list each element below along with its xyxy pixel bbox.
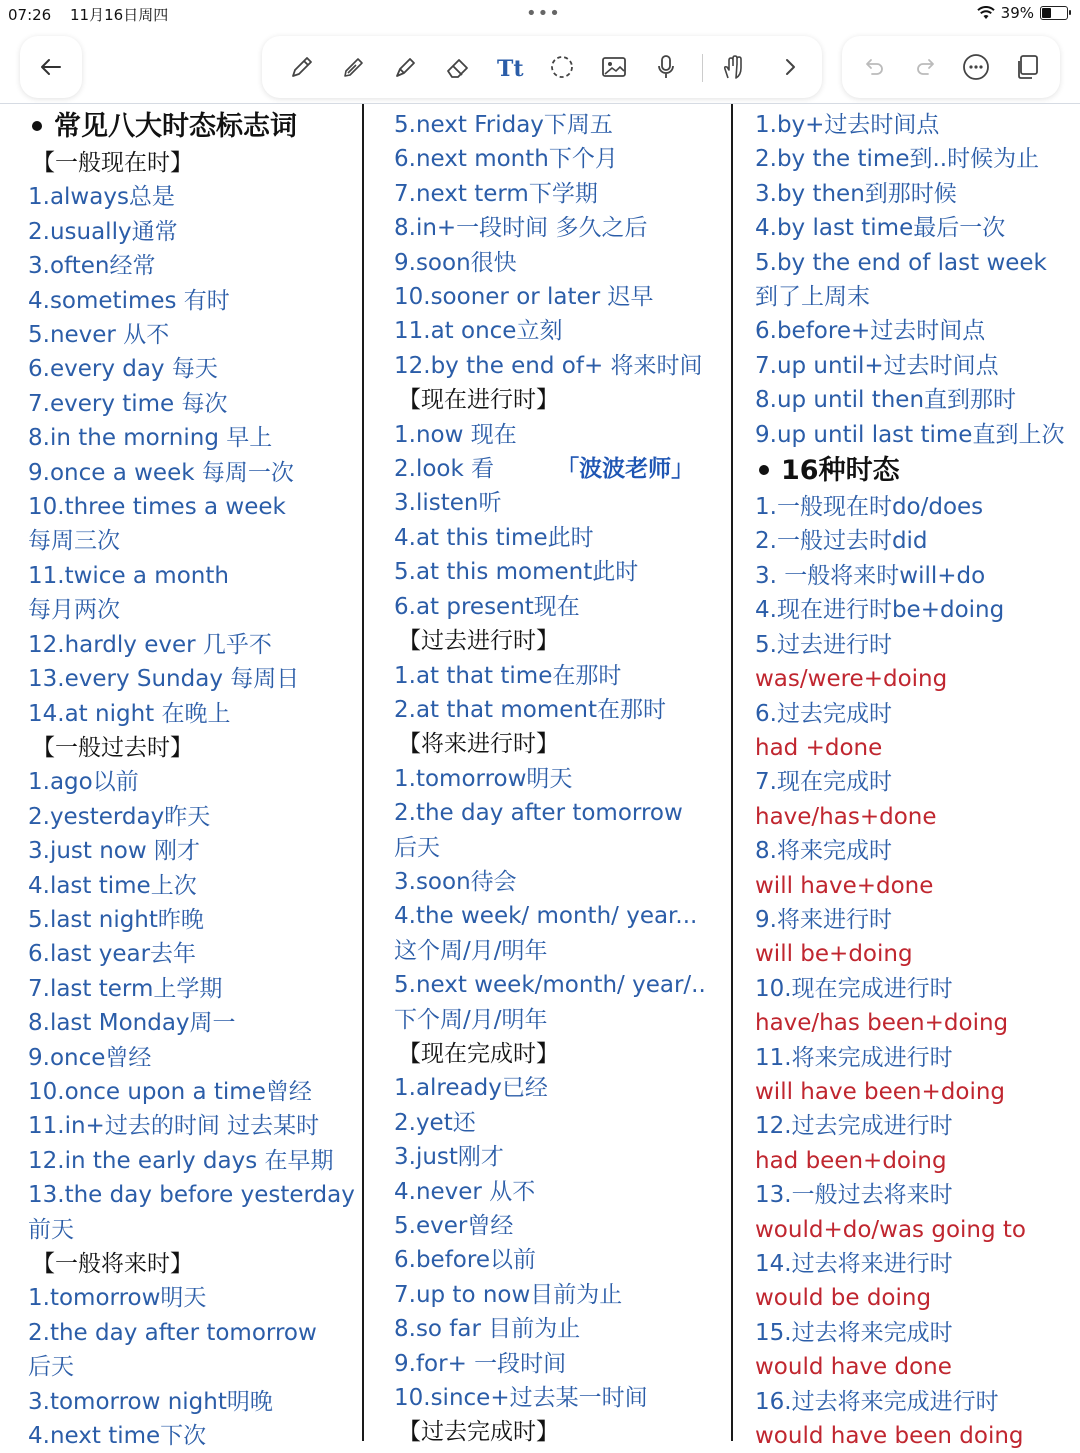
note-text: 16.过去将来完成进行时 [755,1388,999,1415]
note-text: 4.现在进行时be+doing [755,597,1005,624]
note-text: 6.next month下个月 [394,146,618,173]
note-text: would have been doing [755,1423,1024,1450]
note-line [394,211,728,245]
bullet-icon [759,465,769,475]
note-line [28,387,360,421]
note-line [755,418,1075,452]
note-text: 10.现在完成进行时 [755,975,953,1002]
note-text: 后天 [394,834,440,861]
note-line [755,383,1075,417]
note-text: 3.just刚才 [394,1144,504,1171]
note-line [755,211,1075,245]
section-heading [28,108,360,146]
bullet-icon [32,121,42,131]
tense-header [394,624,728,658]
note-text: 1.by+过去时间点 [755,112,940,138]
note-text: 到了上周末 [755,284,870,311]
note-text: 1.ago以前 [28,769,139,796]
note-line [28,352,360,386]
note-text: will have been+doing [755,1078,1006,1105]
eraser-icon[interactable] [440,49,476,85]
note-text: have/has+done [755,803,937,830]
notes-column-3 [755,108,1075,1453]
note-line [394,1278,728,1312]
note-text: 9.将来进行时 [755,906,892,933]
hand-tool-icon[interactable] [716,49,752,85]
notes-column-1 [28,108,360,1453]
toolbar-separator [702,54,703,82]
note-text: 8.so far 目前为止 [394,1316,581,1343]
note-line [394,521,728,555]
note-text: 11.twice a month [28,562,229,589]
note-line [394,1209,728,1243]
note-line [28,1385,360,1419]
note-line [28,1075,360,1109]
note-line [755,1350,1075,1384]
note-line [755,903,1075,937]
tense-header [394,1037,728,1071]
heading-text: 常见八大时态标志词 [54,111,297,142]
note-text: 13.一般过去将来时 [755,1182,953,1209]
note-text: 后天 [28,1354,74,1381]
note-text: 这个周/月/明年 [394,937,548,964]
note-line [28,249,360,283]
note-text: will be+doing [755,941,913,968]
note-text: 2.一般过去时did [755,528,928,555]
note-text: 9.soon很快 [394,249,517,276]
note-line [28,421,360,455]
more-icon[interactable] [958,49,994,85]
tense-header [28,146,360,180]
tense-header-text: 【一般过去时】 [32,734,193,761]
note-text: would+do/was going to [755,1216,1026,1243]
note-text: had been+doing [755,1147,947,1174]
status-right [977,4,1068,22]
column-divider [362,104,364,1441]
note-text: 9.once a week 每周一次 [28,459,294,486]
note-text: 10.since+过去某一时间 [394,1385,648,1412]
note-text: 5.过去进行时 [755,631,892,658]
note-text: 每月两次 [28,597,120,624]
note-line [755,1075,1075,1109]
note-line [28,593,360,627]
note-line [28,1006,360,1040]
tense-header [28,731,360,765]
note-text: 6.every day 每天 [28,356,218,383]
note-line [394,314,728,348]
note-text: 前天 [28,1216,74,1243]
lasso-icon[interactable] [544,49,580,85]
note-line [394,1106,728,1140]
back-pill [20,36,82,98]
note-line [755,593,1075,627]
note-text: 6.before+过去时间点 [755,318,986,345]
note-text: 13.the day before yesterday [28,1182,355,1209]
undo-icon[interactable] [856,49,892,85]
toolbar-divider [0,103,1080,104]
note-line [28,559,360,593]
note-line [394,142,728,176]
note-line [755,314,1075,348]
note-text: would have done [755,1354,952,1381]
note-line [28,318,360,352]
note-text: 6.过去完成时 [755,700,892,727]
note-text: 6.before以前 [394,1247,536,1274]
note-line [394,108,728,142]
note-text: 2.usually通常 [28,218,178,245]
note-text: 7.next term下学期 [394,180,598,207]
note-line [28,284,360,318]
note-line [755,280,1075,314]
note-text: 2.look 看 [394,456,495,483]
note-line [394,693,728,727]
note-line [394,1140,728,1174]
note-text: 3.listen听 [394,490,502,517]
note-text: 11.at once立刻 [394,318,563,345]
note-text: 3. 一般将来时will+do [755,562,986,589]
note-text: 12.hardly ever 几乎不 [28,631,272,658]
note-line [755,1109,1075,1143]
note-text: 11.将来完成进行时 [755,1044,953,1071]
note-text: 8.last Monday周一 [28,1010,236,1037]
note-line [755,628,1075,662]
note-text: 10.sooner or later 迟早 [394,284,654,311]
note-text: 5.by the end of last week [755,249,1047,276]
note-text: 3.by then到那时候 [755,180,957,207]
column-divider [731,104,733,1441]
note-text: 9.for+ 一段时间 [394,1350,567,1377]
note-text: 7.up to now目前为止 [394,1281,623,1308]
note-line [28,1213,360,1247]
microphone-icon[interactable] [648,49,684,85]
note-line [755,1316,1075,1350]
note-line [394,280,728,314]
tense-header-text: 【一般将来时】 [32,1251,193,1277]
note-text: 2.by the time到..时候为止 [755,146,1040,173]
note-line [28,834,360,868]
note-line [755,1041,1075,1075]
tense-header-text: 【过去进行时】 [398,628,559,655]
note-line [755,349,1075,383]
note-line [755,142,1075,176]
note-line [394,796,728,830]
note-line [394,831,728,865]
note-text: 3.tomorrow night明晚 [28,1388,273,1415]
note-line [394,1175,728,1209]
battery-icon [1040,6,1068,20]
status-date: 11月16日周四 [70,6,169,24]
tense-header-text: 【将来进行时】 [398,731,559,758]
note-text: 13.every Sunday 每周日 [28,666,300,693]
marker-icon[interactable] [388,49,424,85]
note-line [28,869,360,903]
note-text: 4.sometimes 有时 [28,287,230,314]
note-text: 下个周/月/明年 [394,1006,548,1033]
note-line [394,899,728,933]
note-line [755,1006,1075,1040]
multitask-dots[interactable]: ••• [526,3,561,24]
note-line [755,731,1075,765]
note-line [394,486,728,520]
note-line [755,800,1075,834]
note-line [394,968,728,1002]
note-line [394,1071,728,1105]
note-line [755,662,1075,696]
note-line [755,937,1075,971]
note-line [28,490,360,524]
note-line [28,1281,360,1315]
note-text: 1.at that time在那时 [394,662,622,689]
note-line [394,452,728,486]
note-text: have/has been+doing [755,1010,1009,1037]
note-text: 14.at night 在晚上 [28,700,231,727]
tense-header-text: 【一般现在时】 [32,150,193,176]
author-tag: 「波波老师」 [556,456,695,483]
note-text: 12.by the end of+ 将来时间 [394,352,703,379]
note-text: 8.in+一段时间 多久之后 [394,215,648,242]
note-text: would be doing [755,1285,932,1312]
status-time: 07:26 [8,6,52,24]
note-text: 2.at that moment在那时 [394,696,667,723]
note-text: 5.next week/month/ year/.. [394,972,706,999]
note-line [755,1247,1075,1281]
note-line [394,1312,728,1346]
note-text: 6.at present现在 [394,593,580,620]
note-line [394,590,728,624]
note-text: 14.过去将来进行时 [755,1251,953,1277]
note-line [755,765,1075,799]
note-line [755,490,1075,524]
note-text: 3.just now 刚才 [28,838,200,865]
note-text: 1.tomorrow明天 [394,765,573,792]
note-text: 12.过去完成进行时 [755,1113,953,1140]
note-text: 4.last time上次 [28,872,197,899]
note-text: 10.once upon a time曾经 [28,1078,312,1105]
tense-header [394,727,728,761]
note-line [394,934,728,968]
note-line [394,418,728,452]
tense-header [394,383,728,417]
pencil-icon[interactable] [336,49,372,85]
note-line [28,903,360,937]
note-line [394,555,728,589]
note-text: 每周三次 [28,528,120,555]
tense-header [394,1415,728,1449]
note-text: 1.already已经 [394,1075,548,1102]
note-line [755,1213,1075,1247]
note-line [755,834,1075,868]
note-line [394,762,728,796]
note-text: 8.in the morning 早上 [28,425,273,452]
note-text: 2.the day after tomorrow [394,800,683,827]
note-text: 2.the day after tomorrow [28,1319,317,1346]
note-line [28,1109,360,1143]
note-line [755,177,1075,211]
note-line [28,765,360,799]
note-line [755,1385,1075,1419]
note-text: 8.up until then直到那时 [755,387,1017,414]
note-line [755,1281,1075,1315]
note-line [28,972,360,1006]
redo-icon[interactable] [908,49,944,85]
note-text: 5.ever曾经 [394,1213,514,1239]
arrow-left-icon[interactable] [33,49,69,85]
tool-palette [262,36,822,98]
section-heading [755,452,1075,490]
note-text: 3.often经常 [28,253,156,280]
note-text: 5.at this moment此时 [394,559,639,586]
note-line [394,1243,728,1277]
svg-text:Tt: Tt [497,56,524,82]
status-bar [0,0,1080,26]
note-line [394,865,728,899]
battery-percent: 39% [1000,4,1034,22]
tense-header-text: 【过去完成时】 [398,1419,559,1446]
status-left [8,4,168,25]
note-line [394,1003,728,1037]
note-text: 1.tomorrow明天 [28,1285,207,1312]
note-line [394,1381,728,1415]
note-text: will have+done [755,872,934,899]
note-text: 4.the week/ month/ year... [394,903,698,930]
image-icon[interactable] [596,49,632,85]
note-line [28,697,360,731]
note-line [394,349,728,383]
note-text: 7.last term上学期 [28,975,223,1002]
note-text: 3.soon待会 [394,868,517,895]
note-text: 5.next Friday下周五 [394,112,613,138]
note-text: 7.up until+过去时间点 [755,352,999,379]
tense-header [28,1247,360,1281]
note-line [28,1316,360,1350]
note-line [28,1350,360,1384]
note-text: 5.never 从不 [28,322,170,349]
note-line [28,628,360,662]
notes-column-2 [394,108,728,1450]
battery-level [1042,8,1051,18]
note-text: 7.现在完成时 [755,769,892,796]
note-text: 4.at this time此时 [394,524,594,551]
note-text: 5.last night昨晚 [28,906,204,933]
note-line [394,246,728,280]
note-line [28,662,360,696]
note-line [394,1347,728,1381]
note-text: 12.in the early days 在早期 [28,1147,334,1174]
chevron-right-icon[interactable] [772,49,808,85]
note-line [28,800,360,834]
note-line [755,108,1075,142]
note-text: 11.in+过去的时间 过去某时 [28,1113,320,1140]
note-line [394,177,728,211]
note-text: 4.next time下次 [28,1423,207,1450]
note-line [755,1419,1075,1453]
note-line [394,659,728,693]
note-text: 1.always总是 [28,184,175,211]
note-line [755,524,1075,558]
note-line [755,246,1075,280]
note-text: had +done [755,734,883,761]
note-text: was/were+doing [755,666,948,693]
heading-text: 16种时态 [781,455,900,487]
note-line [28,524,360,558]
note-text: 15.过去将来完成时 [755,1319,953,1346]
note-line [28,1419,360,1453]
note-line [28,1041,360,1075]
note-line [28,1144,360,1178]
note-line [755,1144,1075,1178]
text-tool-icon[interactable] [492,49,528,85]
note-line [755,697,1075,731]
note-text: 1.now 现在 [394,421,517,448]
note-line [28,215,360,249]
pages-icon[interactable] [1010,49,1046,85]
note-text: 9.up until last time直到上次 [755,421,1065,448]
note-text: 1.一般现在时do/does [755,494,984,521]
note-text: 4.never 从不 [394,1178,536,1205]
note-line [28,456,360,490]
pen-icon[interactable] [284,49,320,85]
note-text: 2.yesterday昨天 [28,803,211,830]
tense-header-text: 【现在完成时】 [398,1040,559,1067]
tense-header-text: 【现在进行时】 [398,387,559,414]
note-text: 2.yet还 [394,1109,476,1136]
note-text: 10.three times a week [28,494,286,521]
note-line [755,559,1075,593]
note-line [28,937,360,971]
note-text: 8.将来完成时 [755,838,892,865]
note-line [755,1178,1075,1212]
note-text: 9.once曾经 [28,1044,152,1071]
note-line [755,869,1075,903]
note-line [28,1178,360,1212]
note-text: 7.every time 每次 [28,390,228,417]
note-text: 6.last year去年 [28,941,197,968]
note-text: 4.by last time最后一次 [755,215,1006,242]
note-line [28,180,360,214]
note-line [755,972,1075,1006]
wifi-icon [977,6,995,20]
history-pill [842,36,1060,98]
